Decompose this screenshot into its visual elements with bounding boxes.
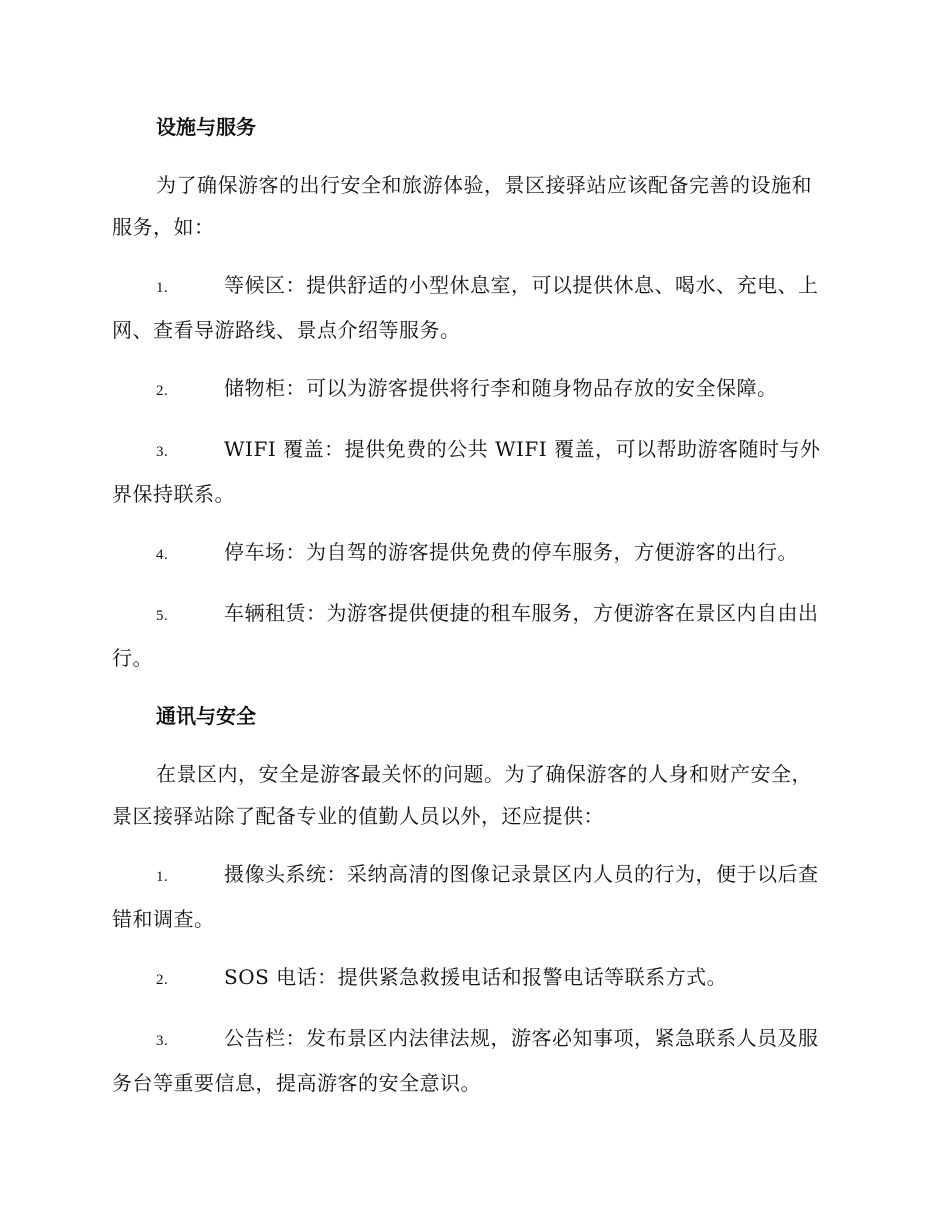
section-intro: 在景区内，安全是游客最关怀的问题。为了确保游客的人身和财产安全，景区接驿站除了配备专业的值勤人员以外，还应提供： [112,762,812,828]
list-number: 5. [156,608,169,624]
list-number: 1. [156,869,169,885]
list-number: 3. [156,1033,169,1049]
list-number: 3. [156,444,169,460]
section-communication-safety [112,695,832,1104]
list-text: 停车场：为自驾的游客提供免费的停车服务，方便游客的出行。 [224,540,798,564]
list-text: 储物柜：可以为游客提供将行李和随身物品存放的安全保障。 [224,376,778,400]
list-text: SOS 电话：提供紧急救援电话和报警电话等联系方式。 [224,965,728,989]
document-body [112,106,832,1120]
list-item [112,956,832,1001]
list-text: 车辆租赁：为游客提供便捷的租车服务，方便游客在景区内自由出行。 [112,601,819,670]
list-item [112,592,832,679]
list-text: WIFI 覆盖：提供免费的公共 WIFI 覆盖，可以帮助游客随时与外界保持联系。 [112,437,821,506]
list-item [112,853,832,940]
section-heading: 设施与服务 [156,115,256,139]
list-item [112,428,832,515]
list-item [112,1017,832,1104]
section-intro: 为了确保游客的出行安全和旅游体验，景区接驿站应该配备完善的设施和服务，如： [112,173,812,239]
list-item [112,367,832,412]
list-item [112,264,832,351]
list-number: 4. [156,547,169,563]
section-heading: 通讯与安全 [156,704,256,728]
list-text: 等候区：提供舒适的小型休息室，可以提供休息、喝水、充电、上网、查看导游路线、景点介绍等服务。 [112,273,819,342]
list-item [112,531,832,576]
list-number: 1. [156,280,169,296]
list-number: 2. [156,972,169,988]
list-number: 2. [156,383,169,399]
list-text: 摄像头系统：采纳高清的图像记录景区内人员的行为，便于以后查错和调查。 [112,862,819,931]
section-facilities [112,106,832,679]
list-text: 公告栏：发布景区内法律法规，游客必知事项，紧急联系人员及服务台等重要信息，提高游客的安全意识。 [112,1026,819,1095]
